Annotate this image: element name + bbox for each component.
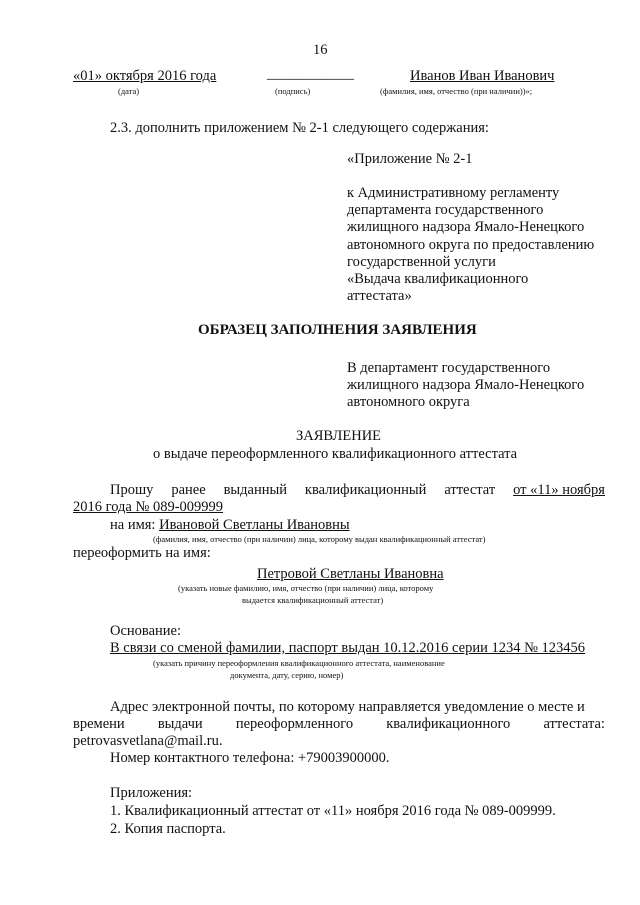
email-word: аттестата: (543, 716, 605, 732)
appendix-title: «Приложение № 2-1 (347, 151, 473, 167)
page-number: 16 (313, 42, 328, 58)
appendix-line: аттестата» (347, 288, 412, 305)
date-value: «01» октября 2016 года (73, 68, 217, 84)
basis-value: В связи со сменой фамилии, паспорт выдан 10.12.2016 серии 1234 № 123456 (110, 640, 586, 656)
new-name-caption-1: (указать новые фамилию, имя, отчество (при наличии) лица, которому (178, 583, 434, 593)
addressee-block (347, 360, 584, 412)
request-word: квалификационный (304, 482, 427, 498)
addressee-line: жилищного надзора Ямало-Ненецкого (347, 377, 585, 394)
attachments-label: Приложения: (110, 785, 193, 801)
email-line-1: Адрес электронной почты, по которому направляется уведомление о месте и (110, 699, 585, 715)
email-word: времени (73, 716, 125, 732)
email-word: квалификационного (386, 716, 511, 732)
new-name-caption-2: выдается квалификационный аттестат) (242, 595, 384, 605)
signer-name-caption: (фамилия, имя, отчество (при наличии))»; (380, 86, 533, 96)
basis-label: Основание: (110, 623, 181, 639)
email-line-2 (73, 716, 605, 733)
reissue-label: переоформить на имя: (73, 545, 211, 561)
appendix-line: «Выдача квалификационного (347, 271, 529, 288)
request-word: ранее (171, 482, 206, 498)
appendix-line: к Административному регламенту (347, 185, 560, 201)
amendment-line: 2.3. дополнить приложением № 2-1 следующего содержания: (110, 120, 489, 136)
phone-line: Номер контактного телефона: +79003900000. (110, 750, 390, 766)
appendix-line: жилищного надзора Ямало-Ненецкого (347, 219, 585, 236)
name-label: на имя: (110, 517, 156, 533)
appendix-line: автономного округа по предоставлению (347, 236, 595, 253)
old-name-value: Ивановой Светланы Ивановны (159, 517, 350, 533)
addressee-line: автономного округа (347, 394, 470, 411)
request-date: от «11» ноября (513, 482, 605, 498)
signature-line: ____________ (267, 66, 354, 82)
email-word: выдачи (157, 716, 203, 732)
new-name-value: Петровой Светланы Ивановна (257, 566, 444, 582)
appendix-line: государственной услуги (347, 253, 496, 270)
attachment-item: 2. Копия паспорта. (110, 821, 226, 837)
old-name-row (110, 517, 350, 534)
appendix-line: департамента государственного (347, 202, 544, 219)
signer-name: Иванов Иван Иванович (410, 68, 555, 84)
sample-heading: ОБРАЗЕЦ ЗАПОЛНЕНИЯ ЗАЯВЛЕНИЯ (198, 322, 477, 338)
request-line-1 (110, 482, 605, 499)
basis-caption-2: документа, дату, серию, номер) (230, 670, 344, 680)
date-caption: (дата) (118, 86, 140, 96)
appendix-regulation-block (347, 185, 594, 305)
request-word: аттестат (444, 482, 496, 498)
application-subtitle: о выдаче переоформленного квалификационного аттестата (153, 446, 518, 462)
request-line-2: 2016 года № 089-009999 (73, 499, 224, 515)
signature-caption: (подпись) (275, 86, 311, 96)
old-name-caption: (фамилия, имя, отчество (при наличии) лица, которому выдан квалификационный аттестат) (153, 534, 486, 544)
request-word: Прошу (110, 482, 154, 498)
attachment-item: 1. Квалификационный аттестат от «11» ноября 2016 года № 089-009999. (110, 803, 556, 819)
email-word: переоформленного (235, 716, 354, 732)
email-value: petrovasvetlana@mail.ru. (73, 733, 223, 749)
addressee-line: В департамент государственного (347, 360, 551, 376)
application-title: ЗАЯВЛЕНИЕ (296, 428, 382, 444)
request-word: выданный (223, 482, 287, 498)
basis-caption-1: (указать причину переоформления квалификационного аттестата, наименование (153, 658, 445, 668)
